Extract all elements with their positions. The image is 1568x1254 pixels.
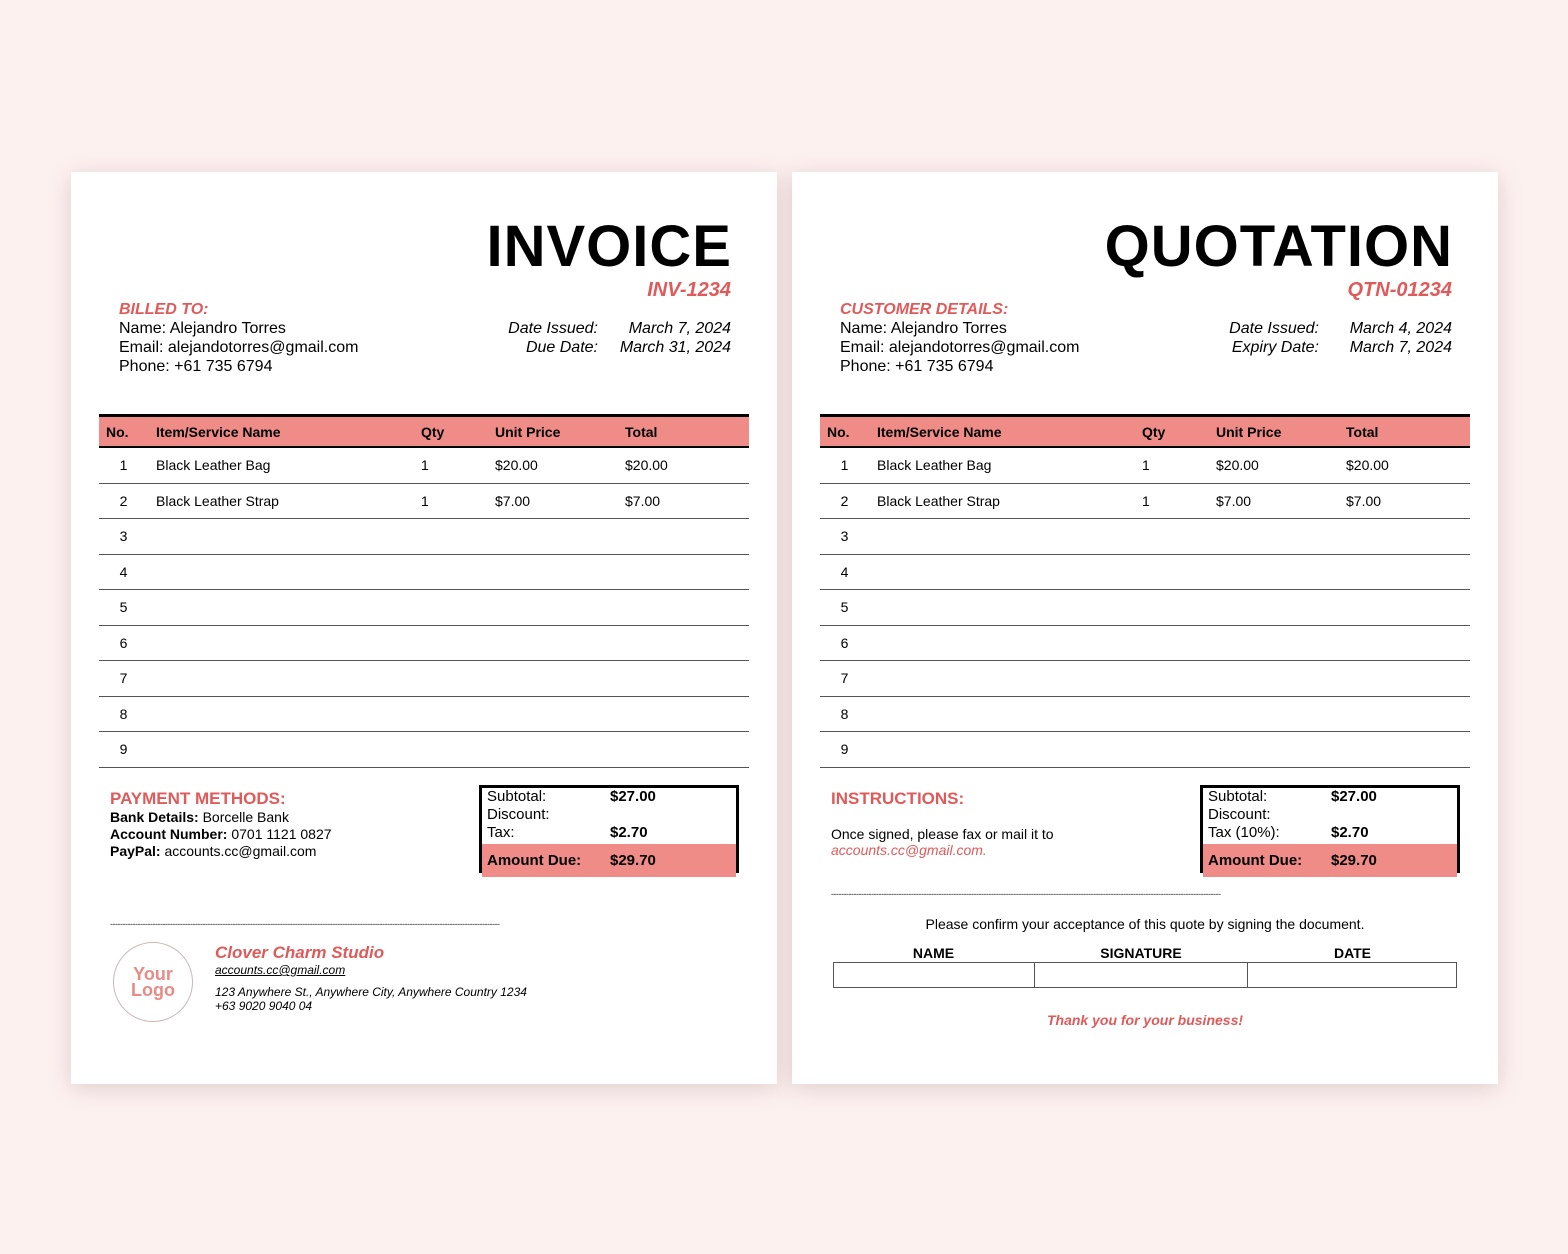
row-unit-price: $7.00 bbox=[1216, 492, 1252, 509]
quotation-page bbox=[792, 172, 1498, 1084]
subtotal-label: Subtotal: bbox=[1208, 788, 1268, 805]
row-unit-price: $7.00 bbox=[495, 492, 531, 509]
amount-due-value: $29.70 bbox=[1331, 852, 1377, 869]
customer-name: Name: Alejandro Torres bbox=[119, 320, 286, 337]
date-issued-value: March 7, 2024 bbox=[628, 320, 731, 337]
quotation-summary-box bbox=[1200, 785, 1460, 873]
date-issued-row bbox=[1159, 319, 1452, 338]
subtotal-value: $27.00 bbox=[1331, 788, 1377, 805]
row-unit-price: $20.00 bbox=[495, 457, 538, 474]
table-row bbox=[99, 590, 749, 626]
subtotal-row bbox=[1203, 788, 1457, 806]
quotation-title: QUOTATION bbox=[1104, 214, 1453, 279]
row-no: 8 bbox=[119, 705, 128, 722]
table-row bbox=[99, 484, 749, 520]
date-field[interactable] bbox=[1248, 963, 1456, 987]
row-no: 4 bbox=[840, 563, 849, 580]
table-row bbox=[820, 732, 1470, 768]
invoice-dates bbox=[438, 319, 731, 357]
tax-label: Tax (10%): bbox=[1208, 824, 1280, 841]
header-item: Item/Service Name bbox=[156, 423, 281, 440]
logo-text-line1: Your bbox=[133, 964, 173, 984]
bank-details-row bbox=[110, 809, 332, 826]
thank-you-message: Thank you for your business! bbox=[1046, 1012, 1244, 1028]
customer-phone: Phone: +61 735 6794 bbox=[840, 358, 994, 375]
row-qty: 1 bbox=[1142, 492, 1150, 509]
table-row bbox=[99, 555, 749, 591]
row-no: 7 bbox=[840, 670, 849, 687]
table-row bbox=[99, 448, 749, 484]
company-phone: +63 9020 9040 04 bbox=[215, 999, 313, 1013]
due-date-value: March 31, 2024 bbox=[619, 339, 731, 356]
amount-due-row bbox=[1203, 844, 1457, 877]
table-row bbox=[99, 732, 749, 768]
quotation-dates bbox=[1159, 319, 1452, 357]
table-row bbox=[99, 661, 749, 697]
customer-email: Email: alejandotorres@gmail.com bbox=[119, 339, 359, 356]
paypal-value: accounts.cc@gmail.com bbox=[160, 843, 317, 859]
row-total: $20.00 bbox=[1346, 457, 1389, 474]
row-no: 9 bbox=[119, 741, 128, 758]
header-no: No. bbox=[827, 423, 850, 440]
table-row bbox=[820, 519, 1470, 555]
due-date-row bbox=[438, 338, 731, 357]
signature-input-row bbox=[833, 962, 1457, 988]
instructions-text-block bbox=[831, 826, 1054, 858]
row-no: 3 bbox=[840, 528, 849, 545]
table-row bbox=[99, 519, 749, 555]
invoice-title: INVOICE bbox=[486, 214, 732, 279]
due-date-label: Due Date: bbox=[525, 339, 598, 356]
table-row bbox=[820, 661, 1470, 697]
name-field[interactable] bbox=[834, 963, 1035, 987]
table-row bbox=[820, 555, 1470, 591]
signature-header-signature: SIGNATURE bbox=[1100, 945, 1182, 961]
signature-header-date: DATE bbox=[1333, 945, 1372, 961]
row-no: 1 bbox=[840, 457, 849, 474]
row-item: Black Leather Strap bbox=[156, 492, 279, 509]
header-item: Item/Service Name bbox=[877, 423, 1002, 440]
payment-details bbox=[110, 809, 332, 860]
row-no: 5 bbox=[119, 599, 128, 616]
instructions-heading: INSTRUCTIONS: bbox=[831, 789, 965, 808]
instructions-email-link[interactable]: accounts.cc@gmail.com. bbox=[831, 842, 987, 858]
row-qty: 1 bbox=[1142, 457, 1150, 474]
subtotal-label: Subtotal: bbox=[487, 788, 547, 805]
account-number-label: Account Number: bbox=[110, 826, 228, 842]
subtotal-row bbox=[482, 788, 736, 806]
row-no: 9 bbox=[840, 741, 849, 758]
table-row bbox=[99, 626, 749, 662]
table-row bbox=[820, 697, 1470, 733]
discount-label: Discount: bbox=[1208, 806, 1271, 823]
header-unit-price: Unit Price bbox=[495, 423, 561, 440]
header-total: Total bbox=[625, 423, 658, 440]
date-issued-label: Date Issued: bbox=[508, 320, 598, 337]
invoice-page bbox=[71, 172, 777, 1084]
row-no: 1 bbox=[119, 457, 128, 474]
discount-label: Discount: bbox=[487, 806, 550, 823]
table-row bbox=[99, 697, 749, 733]
confirm-text: Please confirm your acceptance of this quote by signing the document. bbox=[925, 916, 1365, 932]
bank-details-value: Borcelle Bank bbox=[198, 809, 289, 825]
customer-phone: Phone: +61 735 6794 bbox=[119, 358, 273, 375]
customer-details-label: CUSTOMER DETAILS: bbox=[840, 301, 1009, 318]
expiry-date-label: Expiry Date: bbox=[1231, 339, 1319, 356]
expiry-date-value: March 7, 2024 bbox=[1349, 339, 1452, 356]
invoice-number: INV-1234 bbox=[647, 279, 731, 301]
customer-details bbox=[119, 319, 358, 376]
date-issued-label: Date Issued: bbox=[1229, 320, 1319, 337]
row-no: 5 bbox=[840, 599, 849, 616]
paypal-row bbox=[110, 843, 332, 860]
quotation-divider: ------------------------------------------------------------------------------------------------------------------------------------------------------------ bbox=[831, 889, 1221, 899]
signature-field[interactable] bbox=[1035, 963, 1249, 987]
row-no: 3 bbox=[119, 528, 128, 545]
table-header bbox=[99, 414, 749, 448]
invoice-summary-box bbox=[479, 785, 739, 873]
subtotal-value: $27.00 bbox=[610, 788, 656, 805]
table-row bbox=[820, 590, 1470, 626]
row-no: 4 bbox=[119, 563, 128, 580]
paypal-label: PayPal: bbox=[110, 843, 161, 859]
header-total: Total bbox=[1346, 423, 1379, 440]
row-no: 8 bbox=[840, 705, 849, 722]
row-item: Black Leather Strap bbox=[877, 492, 1000, 509]
row-item: Black Leather Bag bbox=[156, 457, 271, 474]
tax-row bbox=[1203, 824, 1457, 842]
instructions-text: Once signed, please fax or mail it to bbox=[831, 826, 1054, 842]
logo-text-line2: Logo bbox=[131, 980, 175, 1000]
row-qty: 1 bbox=[421, 457, 429, 474]
customer-details bbox=[840, 319, 1079, 376]
header-qty: Qty bbox=[1142, 423, 1166, 440]
row-no: 7 bbox=[119, 670, 128, 687]
company-name: Clover Charm Studio bbox=[215, 943, 385, 962]
row-unit-price: $20.00 bbox=[1216, 457, 1259, 474]
company-logo bbox=[113, 942, 193, 1022]
customer-email: Email: alejandotorres@gmail.com bbox=[840, 339, 1080, 356]
invoice-divider: ------------------------------------------------------------------------------------------------------------------------------------------------------------ bbox=[110, 919, 500, 929]
amount-due-label: Amount Due: bbox=[487, 852, 582, 869]
amount-due-value: $29.70 bbox=[610, 852, 656, 869]
table-row bbox=[820, 448, 1470, 484]
customer-name: Name: Alejandro Torres bbox=[840, 320, 1007, 337]
row-no: 2 bbox=[840, 492, 849, 509]
tax-row bbox=[482, 824, 736, 842]
signature-header-row bbox=[833, 944, 1457, 962]
payment-methods-heading: PAYMENT METHODS: bbox=[110, 789, 286, 808]
table-row bbox=[820, 484, 1470, 520]
signature-table bbox=[833, 944, 1457, 988]
date-issued-row bbox=[438, 319, 731, 338]
billed-to-label: BILLED TO: bbox=[119, 301, 209, 318]
row-qty: 1 bbox=[421, 492, 429, 509]
table-row bbox=[820, 626, 1470, 662]
tax-label: Tax: bbox=[487, 824, 515, 841]
quotation-number: QTN-01234 bbox=[1347, 279, 1452, 301]
bank-details-label: Bank Details: bbox=[110, 809, 199, 825]
account-number-value: 0701 1121 0827 bbox=[227, 826, 332, 842]
date-issued-value: March 4, 2024 bbox=[1349, 320, 1452, 337]
amount-due-label: Amount Due: bbox=[1208, 852, 1303, 869]
row-item: Black Leather Bag bbox=[877, 457, 992, 474]
company-info bbox=[215, 943, 527, 1013]
header-unit-price: Unit Price bbox=[1216, 423, 1282, 440]
row-total: $7.00 bbox=[625, 492, 661, 509]
tax-value: $2.70 bbox=[610, 824, 648, 841]
row-total: $20.00 bbox=[625, 457, 668, 474]
account-number-row bbox=[110, 826, 332, 843]
row-total: $7.00 bbox=[1346, 492, 1382, 509]
company-email-link[interactable]: accounts.cc@gmail.com bbox=[215, 963, 346, 977]
tax-value: $2.70 bbox=[1331, 824, 1369, 841]
discount-row bbox=[482, 806, 736, 824]
discount-row bbox=[1203, 806, 1457, 824]
row-no: 2 bbox=[119, 492, 128, 509]
header-no: No. bbox=[106, 423, 129, 440]
row-no: 6 bbox=[119, 634, 128, 651]
signature-header-name: NAME bbox=[912, 945, 955, 961]
expiry-date-row bbox=[1159, 338, 1452, 357]
company-address: 123 Anywhere St., Anywhere City, Anywhere Country 1234 bbox=[215, 985, 527, 999]
row-no: 6 bbox=[840, 634, 849, 651]
header-qty: Qty bbox=[421, 423, 445, 440]
table-header bbox=[820, 414, 1470, 448]
invoice-items-table bbox=[99, 414, 749, 768]
quotation-items-table bbox=[820, 414, 1470, 768]
amount-due-row bbox=[482, 844, 736, 877]
